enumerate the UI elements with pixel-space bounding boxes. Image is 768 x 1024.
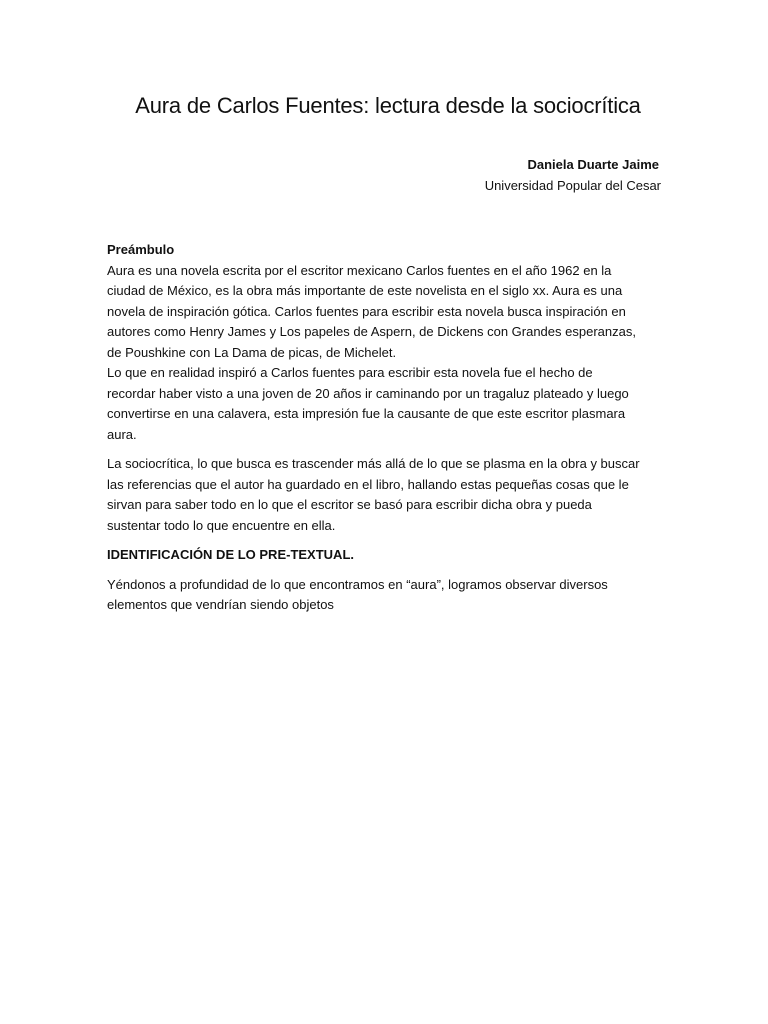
- author-name: Daniela Duarte Jaime: [527, 157, 659, 172]
- paragraph-line: Lo que en realidad inspiró a Carlos fuentes para escribir esta novela fue el hecho de: [107, 365, 593, 380]
- section-heading-paragraph: [107, 545, 667, 566]
- document-body: [107, 240, 667, 625]
- author-affiliation: Universidad Popular del Cesar: [484, 178, 661, 193]
- paragraph-line: autores como Henry James y Los papeles de Aspern, de Dickens con Grandes esperanzas,: [107, 324, 636, 339]
- section-paragraph: [107, 575, 667, 616]
- paragraph-line: sustentar todo lo que encuentre en ella.: [107, 517, 336, 533]
- paragraph-line: sirvan para saber todo en lo que el escritor se basó para escribir dicha obra y pueda: [107, 497, 592, 512]
- paragraph-line: Aura es una novela escrita por el escritor mexicano Carlos fuentes en el año 1962 en la: [107, 262, 612, 278]
- paragraph-line: convertirse en una calavera, esta impresión fue la causante de que este escritor plasmara: [107, 406, 626, 421]
- paragraph-line: elementos que vendrían siendo objetos: [107, 597, 334, 612]
- paragraph-line: aura.: [107, 426, 137, 442]
- paragraph-line: novela de inspiración gótica. Carlos fuentes para escribir esta novela busca inspiración en: [107, 303, 626, 319]
- paragraph-line: ciudad de México, es la obra más importante de este novelista en el siglo xx. Aura es una: [107, 283, 623, 298]
- section-heading: IDENTIFICACIÓN DE LO PRE-TEXTUAL.: [107, 547, 354, 562]
- paragraph-line: las referencias que el autor ha guardado en el libro, hallando estas pequeñas cosas que le: [107, 476, 629, 492]
- paragraph-line: La sociocrítica, lo que busca es trascender más allá de lo que se plasma en la obra y buscar: [107, 456, 640, 471]
- paragraph-line: Yéndonos a profundidad de lo que encontramos en “aura”, logramos observar diversos: [107, 576, 608, 592]
- paragraph-line: recordar haber visto a una joven de 20 años ir caminando por un tragaluz plateado y luego: [107, 385, 629, 401]
- preamble-heading: Preámbulo: [107, 242, 175, 257]
- preamble-paragraph: [107, 240, 667, 445]
- sociocritica-paragraph: [107, 454, 667, 536]
- paragraph-line: de Poushkine con La Dama de picas, de Michelet.: [107, 344, 397, 360]
- document-title: Aura de Carlos Fuentes: lectura desde la sociocrítica: [135, 93, 641, 118]
